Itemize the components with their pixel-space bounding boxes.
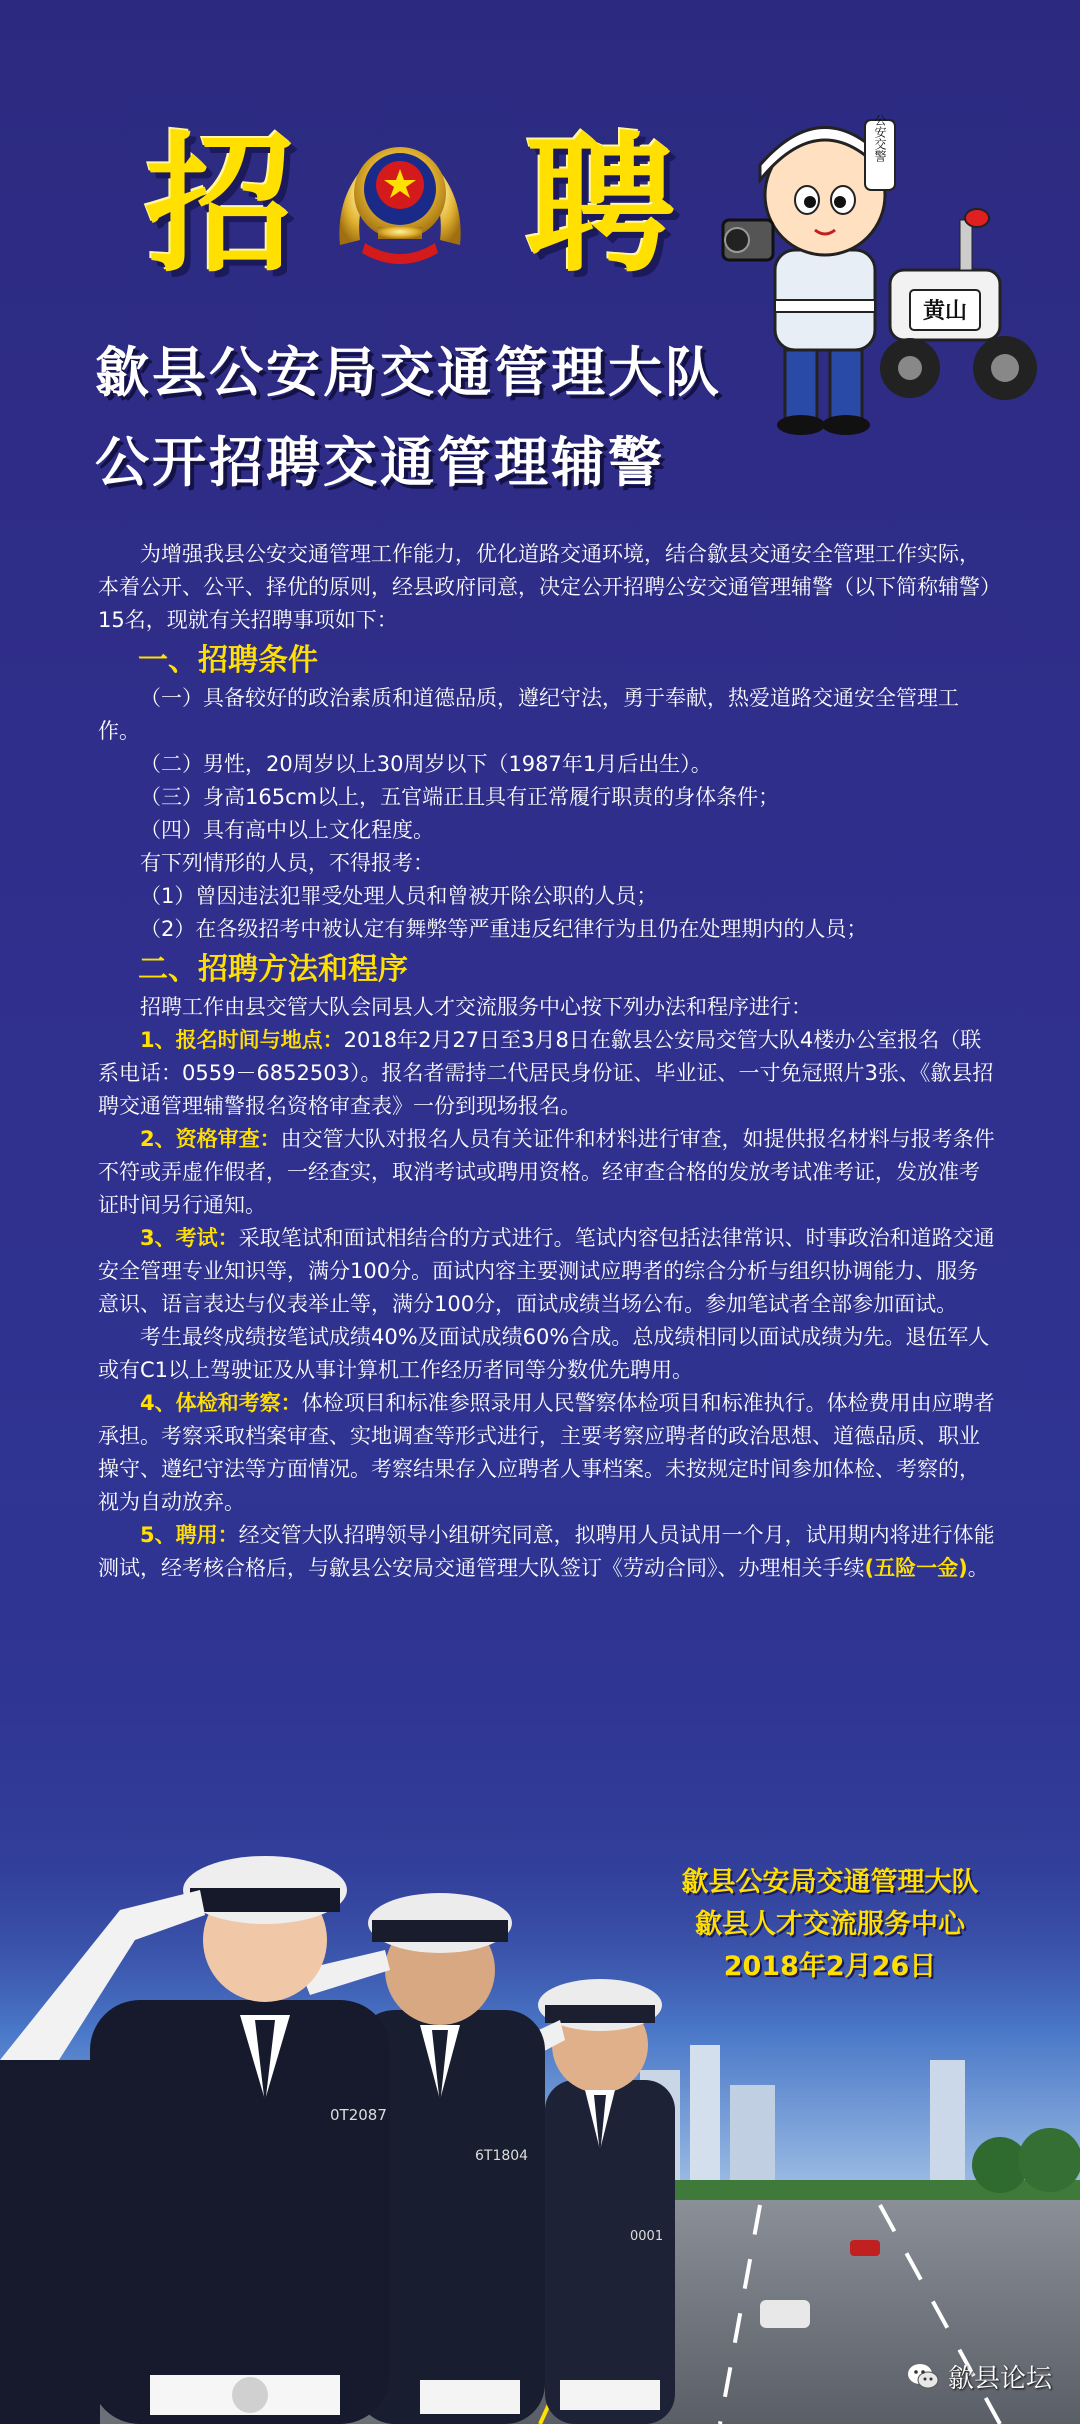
subtitle-unit: 歙县公安局交通管理大队 <box>95 340 722 404</box>
exclusion-item: （1）曾因违法犯罪受处理人员和曾被开除公职的人员； <box>140 884 658 908</box>
step-text: 经交管大队招聘领导小组研究同意，拟聘用人员试用一个月，试用期内将进行体能测试，经考核合格后，与歙县公安局交通管理大队签订《劳动合同》、办理相关手续 <box>98 1523 995 1580</box>
notice-body <box>98 538 998 1585</box>
watermark-text: 歙县论坛 <box>947 2364 1052 2394</box>
section2-heading: 二、招聘方法和程序 <box>138 952 408 987</box>
issuer-org-2: 歙县人才交流服务中心 <box>695 1909 965 1940</box>
forum-watermark <box>906 2358 1052 2395</box>
condition-item: （二）男性，20周岁以上30周岁以下（1987年1月后出生）。 <box>140 752 712 776</box>
step-text: 考生最终成绩按笔试成绩40%及面试成绩60%合成。总成绩相同以面试成绩为先。退伍军人或有C1以上驾驶证及从事计算机工作经历者同等分数优先聘用。 <box>98 1325 990 1382</box>
issue-date: 2018年2月26日 <box>723 1951 937 1982</box>
wechat-icon <box>906 2360 940 2394</box>
title-char-right: 聘 <box>525 117 676 293</box>
intro-paragraph: 为增强我县公安交通管理工作能力，优化道路交通环境，结合歙县交通安全管理工作实际，本着公开、公平、择优的原则，经县政府同意，决定公开招聘公安交通管理辅警（以下简称辅警）15名，现就有关招聘事项如下： <box>98 542 991 632</box>
police-emblem-icon <box>330 125 470 275</box>
step-end: 。 <box>967 1556 989 1580</box>
cartoon-police-illustration <box>715 100 1045 450</box>
badge-number: 0001 <box>630 2229 664 2244</box>
exclusion-intro: 有下列情形的人员，不得报考： <box>140 851 434 875</box>
title-char-left: 招 <box>145 117 296 293</box>
step-text: 2018年2月27日至3月8日在歙县公安局交管大队4楼办公室报名（联系电话：0559－6852503）。报名者需持二代居民身份证、毕业证、一寸免冠照片3张、《歙县招聘交通管理辅警报名资格审查表》一份到现场报名。 <box>98 1028 994 1118</box>
section1-conditions <box>98 682 998 946</box>
step-paragraph <box>98 1123 998 1222</box>
step-label: 4、体检和考察： <box>140 1391 302 1415</box>
step-paragraph <box>98 1222 998 1321</box>
step-highlight: (五险一金) <box>864 1556 968 1580</box>
exclusion-item: （2）在各级招考中被认定有舞弊等严重违反纪律行为且仍在处理期内的人员； <box>140 917 868 941</box>
step-text: 采取笔试和面试相结合的方式进行。笔试内容包括法律常识、时事政治和道路交通安全管理专业知识等，满分100分。面试内容主要测试应聘者的综合分析与组织协调能力、服务意识、语言表达与仪表举止等，满分100分，面试成绩当场公布。参加笔试者全部参加面试。 <box>98 1226 995 1316</box>
helmet-text: 公安交警 <box>873 114 887 162</box>
issuer-org-1: 歙县公安局交通管理大队 <box>681 1867 979 1898</box>
condition-item: （三）身高165cm以上，五官端正且具有正常履行职责的身体条件； <box>140 785 780 809</box>
section1-heading: 一、招聘条件 <box>138 643 318 678</box>
step-label: 3、考试： <box>140 1226 239 1250</box>
step-label: 5、聘用： <box>140 1523 239 1547</box>
section2-intro: 招聘工作由县交管大队会同县人才交流服务中心按下列办法和程序进行： <box>140 995 812 1019</box>
bike-text: 黄山 <box>922 299 968 324</box>
condition-item: （四）具有高中以上文化程度。 <box>140 818 434 842</box>
issuer-signature <box>620 1862 1040 1988</box>
step-paragraph <box>98 1024 998 1123</box>
step-paragraph <box>98 1321 998 1387</box>
step-text: 体检项目和标准参照录用人民警察体检项目和标准执行。体检费用由应聘者承担。考察采取档案审查、实地调查等形式进行，主要考察应聘者的政治思想、道德品质、职业操守、遵纪守法等方面情况。考察结果存入应聘者人事档案。未按规定时间参加体检、考察的，视为自动放弃。 <box>98 1391 995 1514</box>
step-text: 由交管大队对报名人员有关证件和材料进行审查，如提供报名材料与报考条件不符或弄虚作假者，一经查实，取消考试或聘用资格。经审查合格的发放考试准考证，发放准考证时间另行通知。 <box>98 1127 995 1217</box>
step-label: 1、报名时间与地点： <box>140 1028 344 1052</box>
subtitle-recruitment: 公开招聘交通管理辅警 <box>95 430 665 494</box>
badge-number: 6T1804 <box>475 2148 529 2164</box>
condition-item: （一）具备较好的政治素质和道德品质，遵纪守法，勇于奉献，热爱道路交通安全管理工作。 <box>98 686 959 743</box>
step-label: 2、资格审查： <box>140 1127 281 1151</box>
step-paragraph <box>98 1387 998 1519</box>
step-paragraph <box>98 1519 998 1585</box>
badge-number: 0T2087 <box>330 2106 387 2124</box>
